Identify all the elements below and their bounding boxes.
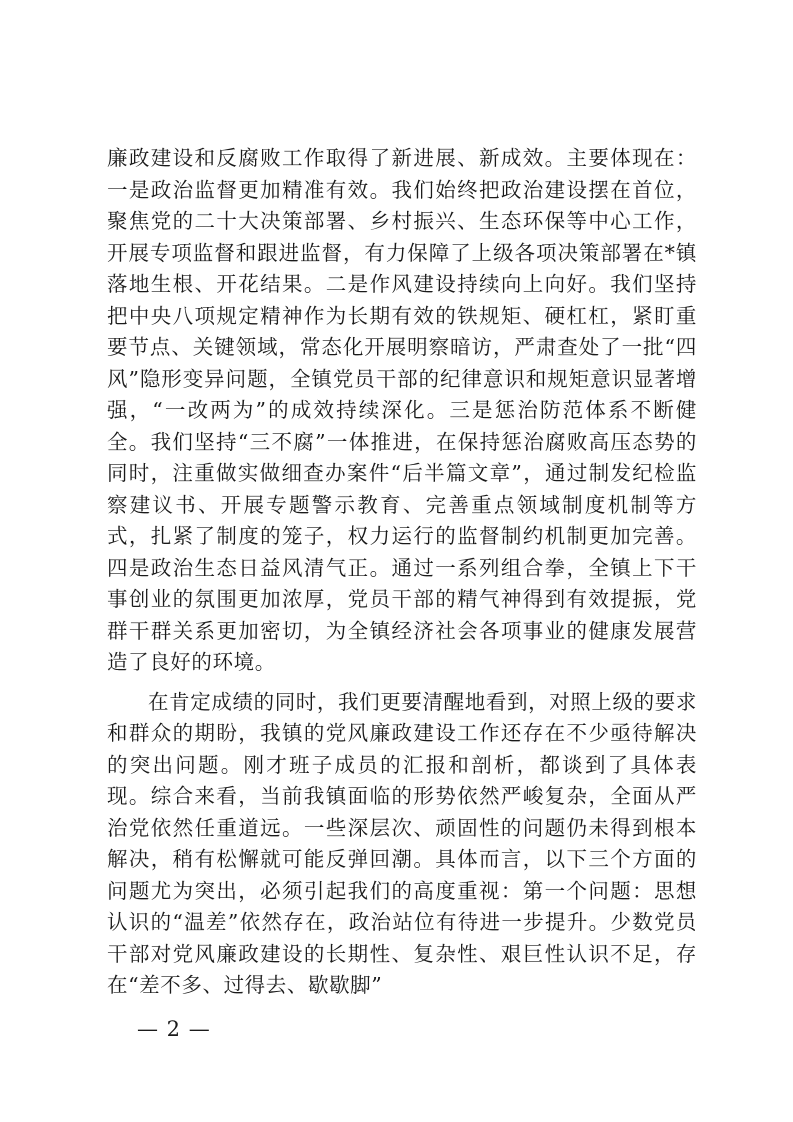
page-number: — 2 — <box>137 1017 211 1041</box>
paragraph-2: 在肯定成绩的同时，我们更要清醒地看到，对照上级的要求和群众的期盼，我镇的党风廉政建设工作还存在不少亟待解决的突出问题。刚才班子成员的汇报和剖析，都谈到了具体表现。综合来看，当前我镇面临的形势依然严峻复杂，全面从严治党依然任重道远。一些深层次、顽固性的问题仍未得到根本解决，稍有松懈就可能反弹回潮。具体而言，以下三个方面的问题尤为突出，必须引起我们的高度重视：第一个问题：思想认识的“温差”依然存在，政治站位有待进一步提升。少数党员干部对党风廉政建设的长期性、复杂性、艰巨性认识不足，存在“差不多、过得去、歇歇脚” <box>107 689 697 997</box>
document-body <box>107 143 697 1002</box>
paragraph-1: 廉政建设和反腐败工作取得了新进展、新成效。主要体现在：一是政治监督更加精准有效。我们始终把政治建设摆在首位，聚焦党的二十大决策部署、乡村振兴、生态环保等中心工作，开展专项监督和跟进监督，有力保障了上级各项决策部署在*镇落地生根、开花结果。二是作风建设持续向上向好。我们坚持把中央八项规定精神作为长期有效的铁规矩、硬杠杠，紧盯重要节点、关键领域，常态化开展明察暗访，严肃查处了一批“四风”隐形变异问题，全镇党员干部的纪律意识和规矩意识显著增强，“一改两为”的成效持续深化。三是惩治防范体系不断健全。我们坚持“三不腐”一体推进，在保持惩治腐败高压态势的同时，注重做实做细查办案件“后半篇文章”，通过制发纪检监察建议书、开展专题警示教育、完善重点领域制度机制等方式，扎紧了制度的笼子，权力运行的监督制约机制更加完善。四是政治生态日益风清气正。通过一系列组合拳，全镇上下干事创业的氛围更加浓厚，党员干部的精气神得到有效提振，党群干群关系更加密切，为全镇经济社会各项事业的健康发展营造了良好的环境。 <box>107 146 697 674</box>
